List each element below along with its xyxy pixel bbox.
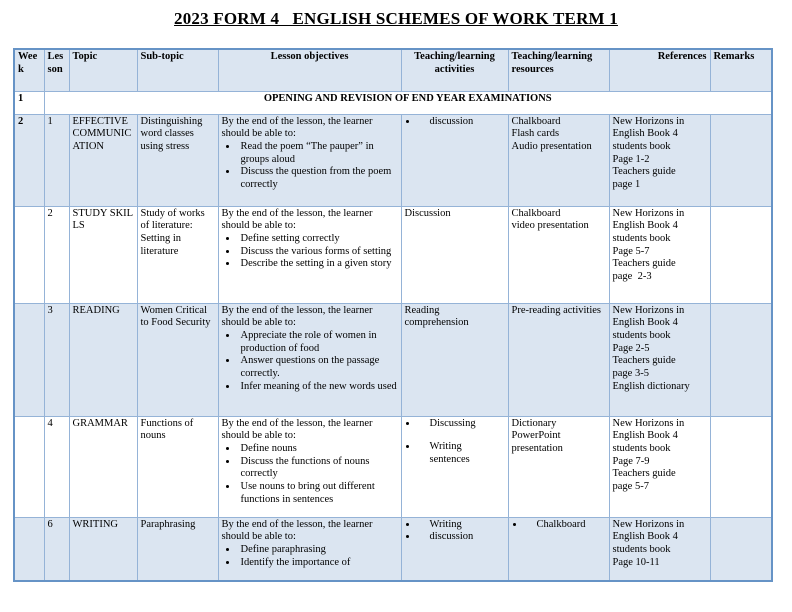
objectives-cell xyxy=(218,206,401,303)
reference-line: Teachers guide xyxy=(612,355,676,367)
lesson-row xyxy=(14,416,772,517)
subtopic-cell: Functions of nouns xyxy=(137,416,218,517)
reference-line: students book xyxy=(612,329,671,341)
activities-list xyxy=(405,116,505,129)
resource-item: Pre-reading activities xyxy=(511,304,602,316)
reference-line: New Horizons in xyxy=(612,304,685,316)
reference-line: New Horizons in xyxy=(612,518,685,530)
activity-item: • Discussing xyxy=(418,418,505,431)
objectives-list xyxy=(222,443,398,507)
lesson-row xyxy=(14,206,772,303)
activities-list xyxy=(405,519,505,544)
document-title: 2023 FORM 4 ENGLISH SCHEMES OF WORK TERM 1 xyxy=(174,9,618,28)
lesson-cell: 4 xyxy=(44,416,69,517)
activity-item: • discussion xyxy=(418,116,505,129)
objective-item: • Define setting correctly xyxy=(238,233,398,246)
reference-line: page 3-5 xyxy=(612,368,649,380)
objectives-intro: By the end of the lesson, the learner should be able to: xyxy=(221,304,376,329)
objective-item: • Answer questions on the passage correctly. xyxy=(238,355,398,380)
reference-line: page 1 xyxy=(612,179,641,191)
resources-cell xyxy=(508,114,609,206)
section-row xyxy=(14,91,772,114)
section-week-cell: 1 xyxy=(14,91,44,114)
lesson-row xyxy=(14,303,772,416)
objectives-intro: By the end of the lesson, the learner should be able to: xyxy=(221,207,376,232)
schemes-of-work-table xyxy=(13,48,773,582)
section-title: OPENING AND REVISION OF END YEAR EXAMINATIONS xyxy=(44,91,772,114)
resources-cell xyxy=(508,517,609,581)
objective-item: • Define nouns xyxy=(238,443,398,456)
lesson-row xyxy=(14,114,772,206)
remarks-cell xyxy=(710,416,772,517)
objective-item: • Use nouns to bring out different functions in sentences xyxy=(238,481,398,506)
references-cell xyxy=(609,517,710,581)
reference-line: Page 7-9 xyxy=(612,455,650,467)
col-header-references: References xyxy=(609,49,710,91)
col-header-activities: Teaching/learning activities xyxy=(401,49,508,91)
references-cell xyxy=(609,303,710,416)
col-header-topic: Topic xyxy=(69,49,137,91)
activities-cell xyxy=(401,114,508,206)
resource-item: Chalkboard xyxy=(511,207,561,219)
objective-item: • Discuss the various forms of setting xyxy=(238,246,398,259)
week-cell: 2 xyxy=(14,114,44,206)
col-header-remarks: Remarks xyxy=(710,49,772,91)
activity-item: • discussion xyxy=(418,531,505,544)
activities-list xyxy=(405,418,505,467)
subtopic-cell: Distinguishing word classes using stress xyxy=(137,114,218,206)
reference-line: Page 5-7 xyxy=(612,245,650,257)
activities-cell xyxy=(401,206,508,303)
reference-line: page 5-7 xyxy=(612,481,649,493)
lesson-row xyxy=(14,517,772,581)
objectives-list xyxy=(222,141,398,192)
activities-cell xyxy=(401,416,508,517)
resource-item: video presentation xyxy=(511,220,589,232)
remarks-cell xyxy=(710,206,772,303)
reference-line: English Book 4 xyxy=(612,531,678,543)
lesson-cell: 2 xyxy=(44,206,69,303)
objectives-cell xyxy=(218,517,401,581)
reference-line: Teachers guide xyxy=(612,166,676,178)
resource-item: Flash cards xyxy=(511,128,560,140)
reference-line: Teachers guide xyxy=(612,258,676,270)
activity-item: • Writing sentences xyxy=(418,441,505,466)
topic-cell: WRITING xyxy=(69,517,137,581)
resource-item: PowerPoint presentation xyxy=(511,430,564,454)
subtopic-cell: Women Critical to Food Security xyxy=(137,303,218,416)
table-header-row xyxy=(14,49,772,91)
col-header-lesson: Lesson xyxy=(44,49,69,91)
col-header-objectives: Lesson objectives xyxy=(218,49,401,91)
resource-item: Audio presentation xyxy=(511,140,592,152)
reference-line: New Horizons in xyxy=(612,207,685,219)
reference-line: students book xyxy=(612,140,671,152)
reference-line: English Book 4 xyxy=(612,128,678,140)
objectives-list xyxy=(222,233,398,271)
objectives-intro: By the end of the lesson, the learner should be able to: xyxy=(221,115,376,140)
activity-item: Discussion xyxy=(404,207,451,219)
reference-line: Teachers guide xyxy=(612,468,676,480)
subtopic-cell: Study of works of literature: Setting in literature xyxy=(137,206,218,303)
objectives-cell xyxy=(218,114,401,206)
objectives-intro: By the end of the lesson, the learner should be able to: xyxy=(221,518,376,543)
reference-line: Page 2-5 xyxy=(612,342,650,354)
reference-line: English Book 4 xyxy=(612,317,678,329)
objective-item: • Describe the setting in a given story xyxy=(238,258,398,271)
topic-cell: EFFECTIVE COMMUNICATION xyxy=(69,114,137,206)
resources-cell xyxy=(508,206,609,303)
objectives-cell xyxy=(218,416,401,517)
references-cell xyxy=(609,206,710,303)
reference-line: students book xyxy=(612,442,671,454)
subtopic-cell: Paraphrasing xyxy=(137,517,218,581)
objectives-intro: By the end of the lesson, the learner should be able to: xyxy=(221,417,376,442)
reference-line: English dictionary xyxy=(612,380,690,392)
reference-line: Page 10-11 xyxy=(612,556,660,568)
resources-list xyxy=(512,519,606,532)
activity-item: • Writing xyxy=(418,519,505,532)
objectives-cell xyxy=(218,303,401,416)
reference-line: students book xyxy=(612,543,671,555)
activities-cell xyxy=(401,517,508,581)
objective-item: • Discuss the functions of nouns correctly xyxy=(238,456,398,481)
resources-cell xyxy=(508,303,609,416)
resource-item: Dictionary xyxy=(511,417,557,429)
reference-line: English Book 4 xyxy=(612,220,678,232)
objective-item: • Appreciate the role of women in production of food xyxy=(238,330,398,355)
remarks-cell xyxy=(710,114,772,206)
resource-item: Chalkboard xyxy=(511,115,561,127)
objective-item: • Infer meaning of the new words used xyxy=(238,381,398,394)
remarks-cell xyxy=(710,303,772,416)
week-cell xyxy=(14,416,44,517)
col-header-resources: Teaching/learning resources xyxy=(508,49,609,91)
reference-line: students book xyxy=(612,232,671,244)
week-cell xyxy=(14,206,44,303)
remarks-cell xyxy=(710,517,772,581)
activity-item: Reading comprehension xyxy=(404,304,469,329)
topic-cell: GRAMMAR xyxy=(69,416,137,517)
references-cell xyxy=(609,114,710,206)
objectives-list xyxy=(222,544,398,569)
reference-line: English Book 4 xyxy=(612,430,678,442)
objectives-list xyxy=(222,330,398,394)
lesson-cell: 6 xyxy=(44,517,69,581)
topic-cell: STUDY SKILLS xyxy=(69,206,137,303)
objective-item: • Define paraphrasing xyxy=(238,544,398,557)
lesson-cell: 3 xyxy=(44,303,69,416)
resources-cell xyxy=(508,416,609,517)
reference-line: page 2-3 xyxy=(612,271,652,283)
objective-item: • Read the poem “The pauper” in groups aloud xyxy=(238,141,398,166)
references-cell xyxy=(609,416,710,517)
objective-item: • Discuss the question from the poem correctly xyxy=(238,166,398,191)
week-cell xyxy=(14,303,44,416)
reference-line: New Horizons in xyxy=(612,115,685,127)
col-header-subtopic: Sub-topic xyxy=(137,49,218,91)
lesson-cell: 1 xyxy=(44,114,69,206)
reference-line: Page 1-2 xyxy=(612,153,650,165)
col-header-week: Week xyxy=(14,49,44,91)
resource-item: • Chalkboard xyxy=(525,519,606,532)
week-cell xyxy=(14,517,44,581)
activities-cell xyxy=(401,303,508,416)
reference-line: New Horizons in xyxy=(612,417,685,429)
topic-cell: READING xyxy=(69,303,137,416)
objective-item: • Identify the importance of xyxy=(238,557,398,570)
